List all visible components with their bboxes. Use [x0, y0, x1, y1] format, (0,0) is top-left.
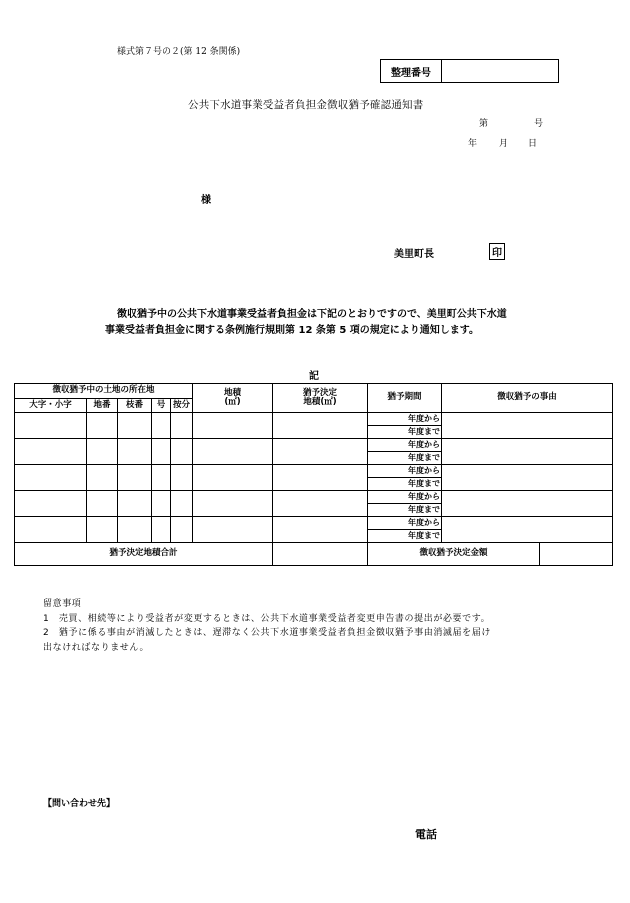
form-number: 様式第７号の２(第 12 条関係) — [117, 47, 241, 57]
cell-reason[interactable] — [442, 465, 613, 491]
total-area-value[interactable] — [273, 543, 368, 566]
cell-decided-area[interactable] — [273, 465, 368, 491]
cell-reason[interactable] — [442, 413, 613, 439]
cell-go[interactable] — [152, 491, 171, 517]
cell-area[interactable] — [193, 491, 273, 517]
cell-aza[interactable] — [15, 517, 87, 543]
cell-aza[interactable] — [15, 465, 87, 491]
cell-period-from[interactable]: 年度から — [368, 465, 442, 478]
cell-edaban[interactable] — [118, 517, 152, 543]
decided-area-header-line-2: 地積(㎡) — [303, 397, 337, 407]
cell-period-from[interactable]: 年度から — [368, 517, 442, 530]
col-header-aza: 大字・小字 — [15, 399, 87, 413]
cell-period-to[interactable]: 年度まで — [368, 426, 442, 439]
cell-reason[interactable] — [442, 439, 613, 465]
cell-aza[interactable] — [15, 413, 87, 439]
cell-decided-area[interactable] — [273, 413, 368, 439]
col-header-edaban: 枝番 — [118, 399, 152, 413]
phone-label: 電話 — [415, 828, 437, 841]
cell-period-from[interactable]: 年度から — [368, 439, 442, 452]
cell-aza[interactable] — [15, 439, 87, 465]
cell-decided-area[interactable] — [273, 439, 368, 465]
period-header: 猶予期間 — [368, 384, 442, 413]
notice-body-line-1: 徴収猶予中の公共下水道事業受益者負担金は下記のとおりですので、美里町公共下水道 — [117, 309, 507, 320]
document-title: 公共下水道事業受益者負担金徴収猶予確認通知書 — [188, 99, 424, 111]
area-header — [193, 384, 273, 413]
cell-area[interactable] — [193, 517, 273, 543]
cell-area[interactable] — [193, 465, 273, 491]
document-number — [479, 116, 543, 129]
seal-stamp: 印 — [489, 243, 505, 260]
cell-chiban[interactable] — [87, 491, 118, 517]
cell-period-to[interactable]: 年度まで — [368, 504, 442, 517]
col-header-chiban: 地番 — [87, 399, 118, 413]
cell-go[interactable] — [152, 517, 171, 543]
cell-anbun[interactable] — [171, 517, 193, 543]
cell-decided-area[interactable] — [273, 491, 368, 517]
addressee-suffix: 様 — [201, 195, 211, 206]
cell-chiban[interactable] — [87, 439, 118, 465]
cell-edaban[interactable] — [118, 439, 152, 465]
cell-anbun[interactable] — [171, 491, 193, 517]
notice-body-line-2: 事業受益者負担金に関する条例施行規則第 12 条第 5 項の規定により通知します。 — [105, 325, 479, 336]
col-header-anbun: 按分 — [171, 399, 193, 413]
cell-edaban[interactable] — [118, 491, 152, 517]
notes-section — [43, 597, 491, 655]
document-number-prefix: 第 — [479, 119, 489, 129]
cell-anbun[interactable] — [171, 465, 193, 491]
cell-chiban[interactable] — [87, 413, 118, 439]
reference-number-label: 整理番号 — [381, 60, 442, 82]
contact-label: 【問い合わせ先】 — [43, 799, 116, 809]
cell-period-from[interactable]: 年度から — [368, 413, 442, 426]
cell-decided-area[interactable] — [273, 517, 368, 543]
cell-reason[interactable] — [442, 517, 613, 543]
area-header-line-2: (㎡) — [224, 397, 241, 407]
notice-body — [105, 307, 507, 339]
total-amount-value[interactable] — [540, 543, 613, 566]
decided-area-header-line-1: 猶予決定 — [303, 387, 338, 398]
reference-number-box — [380, 59, 559, 83]
total-area-label: 猶予決定地積合計 — [15, 543, 273, 566]
decided-area-header — [273, 384, 368, 413]
deferral-table — [14, 383, 613, 566]
cell-reason[interactable] — [442, 491, 613, 517]
document-number-suffix: 号 — [534, 119, 544, 129]
cell-go[interactable] — [152, 413, 171, 439]
notes-title: 留意事項 — [43, 599, 82, 609]
cell-period-to[interactable]: 年度まで — [368, 478, 442, 491]
cell-period-from[interactable]: 年度から — [368, 491, 442, 504]
cell-period-to[interactable]: 年度まで — [368, 530, 442, 543]
cell-area[interactable] — [193, 439, 273, 465]
date-month: 月 — [499, 139, 509, 149]
note-item-2-continued: 出なければなりません。 — [43, 642, 150, 653]
reason-header: 徴収猶予の事由 — [442, 384, 613, 413]
date-day: 日 — [528, 139, 538, 149]
date-year: 年 — [468, 139, 478, 149]
cell-aza[interactable] — [15, 491, 87, 517]
cell-chiban[interactable] — [87, 465, 118, 491]
note-item-1: 1 売買、相続等により受益者が変更するときは、公共下水道事業受益者変更申告書の提出が必要です。 — [43, 613, 491, 624]
cell-edaban[interactable] — [118, 465, 152, 491]
cell-anbun[interactable] — [171, 413, 193, 439]
ki-heading: 記 — [309, 371, 319, 382]
cell-go[interactable] — [152, 439, 171, 465]
cell-area[interactable] — [193, 413, 273, 439]
col-header-go: 号 — [152, 399, 171, 413]
area-header-line-1: 地積 — [224, 387, 242, 398]
cell-go[interactable] — [152, 465, 171, 491]
total-amount-label: 徴収猶予決定金額 — [368, 543, 540, 566]
issuer-mayor: 美里町長 — [394, 249, 434, 260]
note-item-2: 2 猶予に係る事由が消滅したときは、遅滞なく公共下水道事業受益者負担金徴収猶予事由消滅届を届け — [43, 628, 491, 638]
cell-period-to[interactable]: 年度まで — [368, 452, 442, 465]
location-group-header: 徴収猶予中の土地の所在地 — [15, 384, 193, 399]
reference-number-field[interactable] — [442, 60, 558, 82]
cell-edaban[interactable] — [118, 413, 152, 439]
cell-anbun[interactable] — [171, 439, 193, 465]
cell-chiban[interactable] — [87, 517, 118, 543]
document-date — [468, 136, 537, 149]
